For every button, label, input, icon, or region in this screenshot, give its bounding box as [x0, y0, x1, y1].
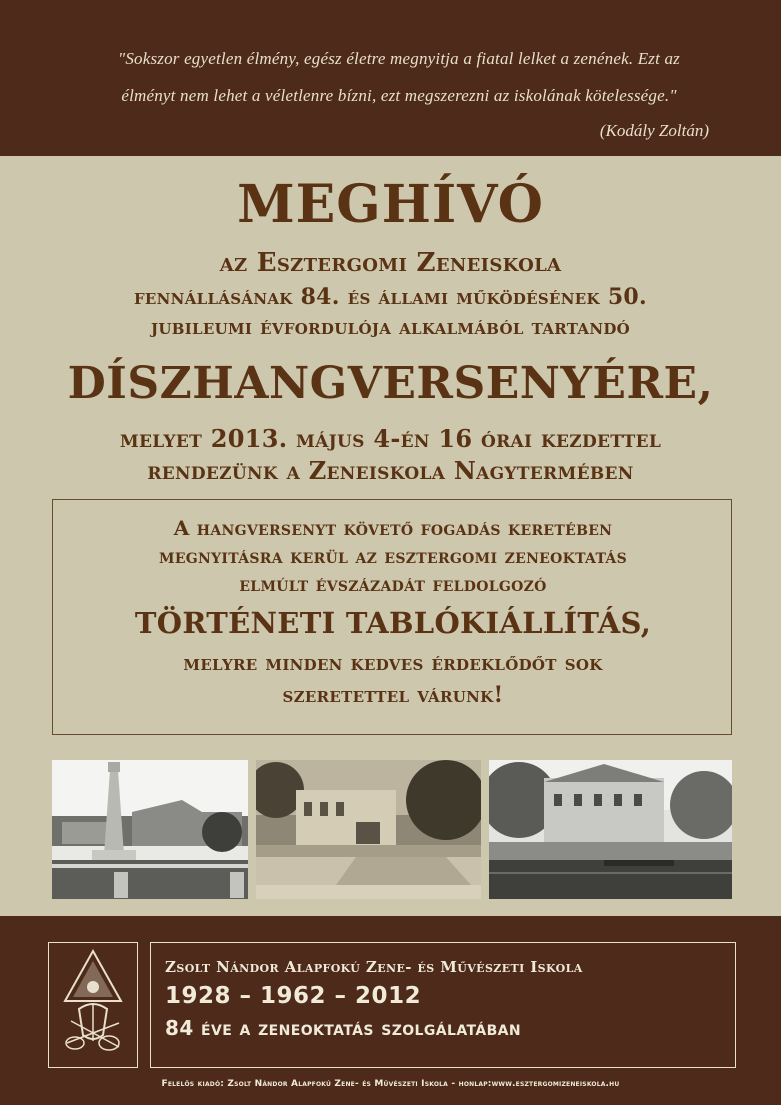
school-years: 1928 – 1962 – 2012	[165, 983, 422, 1009]
quote-line-2: élményt nem lehet a véletlenre bízni, ezt megszerezni az iskolának kötelessége."	[121, 86, 677, 105]
school-name: Zsolt Nándor Alapfokú Zene- és Művészeti Iskola	[165, 958, 583, 976]
invitation-date-line: melyet 2013. május 4-én 16 órai kezdettel	[119, 424, 662, 453]
quote-author: (Kodály Zoltán)	[599, 121, 709, 140]
exhibition-headline: TÖRTÉNETI TABLÓKIÁLLÍTÁS,	[134, 606, 652, 640]
school-emblem-icon	[49, 943, 137, 1067]
invitation-venue-line: rendezünk a Zeneiskola Nagytermében	[147, 456, 634, 485]
invitation-title: MEGHÍVÓ	[237, 174, 544, 235]
publisher-line: Felelős kiadó: Zsolt Nándor Alapfokú Zene- és Művészeti Iskola - honlap:www.esztergomizeneiskola.hu	[161, 1079, 620, 1089]
exhibition-line-5: melyre minden kedves érdeklődőt sok	[183, 650, 603, 676]
school-logo-frame	[48, 942, 138, 1068]
concert-headline: DÍSZHANGVERSENYÉRE,	[67, 358, 714, 409]
invitation-panel	[0, 156, 781, 916]
invitation-line-2: fennállásának 84. és állami működésének 50.	[133, 284, 647, 310]
photo-music-school	[489, 760, 732, 899]
school-motto: 84 éve a zeneoktatás szolgálatában	[165, 1016, 521, 1040]
kodaly-quote	[54, 40, 744, 114]
exhibition-line-2: megnyitásra kerül az esztergomi zeneoktatás	[159, 544, 627, 568]
invitation-line-3: jubileumi évfordulója alkalmából tartandó	[150, 314, 631, 340]
photo-monument	[52, 760, 248, 899]
photo-historic-building	[256, 760, 481, 899]
quote-line-1: "Sokszor egyetlen élmény, egész életre megnyitja a fiatal lelket a zenének. Ezt az	[117, 49, 681, 68]
exhibition-box	[52, 499, 732, 735]
quote-band	[0, 0, 781, 156]
footer-band	[0, 916, 781, 1105]
exhibition-line-6: szeretettel várunk!	[282, 682, 504, 708]
invitation-line-1: az Esztergomi Zeneiskola	[219, 248, 562, 278]
exhibition-line-3: elmúlt évszázadát feldolgozó	[239, 572, 547, 596]
exhibition-line-1: A hangversenyt követő fogadás keretében	[173, 516, 613, 540]
school-info-box	[150, 942, 736, 1068]
